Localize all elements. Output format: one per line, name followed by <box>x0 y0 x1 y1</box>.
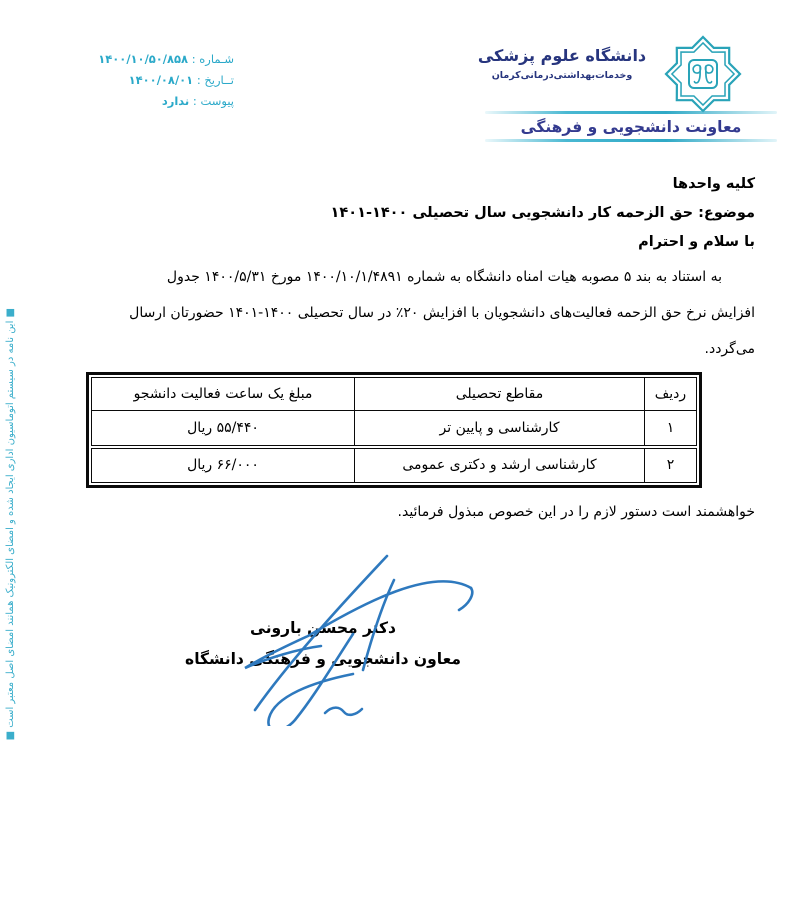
department-title: معاونت دانشجویی و فرهنگی <box>520 118 742 136</box>
letter-attachment-value: ندارد <box>161 94 190 108</box>
letter-body <box>33 176 755 520</box>
university-header <box>476 46 648 81</box>
header-hourly-fee: مبلغ یک ساعت فعالیت دانشجو <box>92 378 355 411</box>
signature-scribble-icon <box>213 548 491 726</box>
fee-table-wrapper <box>86 372 702 488</box>
university-logo-icon <box>663 34 743 114</box>
table-row <box>92 447 697 483</box>
cell-degree-level: کارشناسی و پایین تر <box>355 411 645 447</box>
university-subtitle: وخدمات‌بهداشتی‌درمانی‌کرمان <box>491 70 633 81</box>
cell-hourly-fee: ۶۶/۰۰۰ ریال <box>92 447 355 483</box>
paragraph-line: به استناد به بند ۵ مصوبه هیات امناه دانشگاه به شماره ۱۴۰۰/۱۰/۱/۴۸۹۱ مورخ ۱۴۰۰/۵/۳۱ جدول <box>166 269 722 285</box>
automation-side-note: ■ این نامه در سیستم اتوماسیون اداری ایجاد شده و امضای الکترونیک همانند امضای اصل معتبر است ■ <box>5 308 16 741</box>
cell-row-number: ۱ <box>645 411 697 447</box>
table-header-row <box>92 378 697 411</box>
paragraph-line: افزایش نرخ حق الزحمه فعالیت‌های دانشجویان با افزایش ۲۰٪ در سال تحصیلی ۱۴۰۰-۱۴۰۱ حضورتان ارسال <box>129 305 755 321</box>
header-degree-level: مقاطع تحصیلی <box>355 378 645 411</box>
department-banner <box>485 111 777 142</box>
main-paragraph <box>33 259 755 367</box>
cell-degree-level: کارشناسی ارشد و دکتری عمومی <box>355 447 645 483</box>
letter-number-value: ۱۴۰۰/۱۰/۵۰/۸۵۸ <box>98 52 189 66</box>
cell-row-number: ۲ <box>645 447 697 483</box>
signer-name: دکتر محسن بارونی <box>250 619 396 637</box>
letter-number-label: شـماره : <box>191 52 234 66</box>
banner-bottom-line <box>485 139 777 142</box>
closing-line: خواهشمند است دستور لازم را در این خصوص مبذول فرمائید. <box>397 504 755 520</box>
letter-date-value: ۱۴۰۰/۰۸/۰۱ <box>128 73 194 87</box>
subject-line: موضوع: حق الزحمه کار دانشجویی سال تحصیلی ۱۴۰۰-۱۴۰۱ <box>330 205 755 221</box>
letter-date-row <box>84 73 234 87</box>
cell-hourly-fee: ۵۵/۴۴۰ ریال <box>92 411 355 447</box>
paragraph-line: می‌گردد. <box>704 341 755 357</box>
signer-title: معاون دانشجویی و فرهنگی دانشگاه <box>185 650 461 668</box>
fee-table <box>91 377 697 483</box>
header-row-number: ردیف <box>645 378 697 411</box>
letter-date-label: تــاریخ : <box>196 73 234 87</box>
university-name: دانشگاه علوم پزشکی <box>477 46 647 65</box>
table-row <box>92 411 697 447</box>
letter-attachment-row <box>84 94 234 108</box>
salutation-line: با سلام و احترام <box>638 234 755 250</box>
letter-attachment-label: پیوست : <box>192 94 234 108</box>
letter-meta <box>84 52 234 115</box>
letter-number-row <box>84 52 234 66</box>
recipient-line: کلیه واحدها <box>672 176 755 192</box>
